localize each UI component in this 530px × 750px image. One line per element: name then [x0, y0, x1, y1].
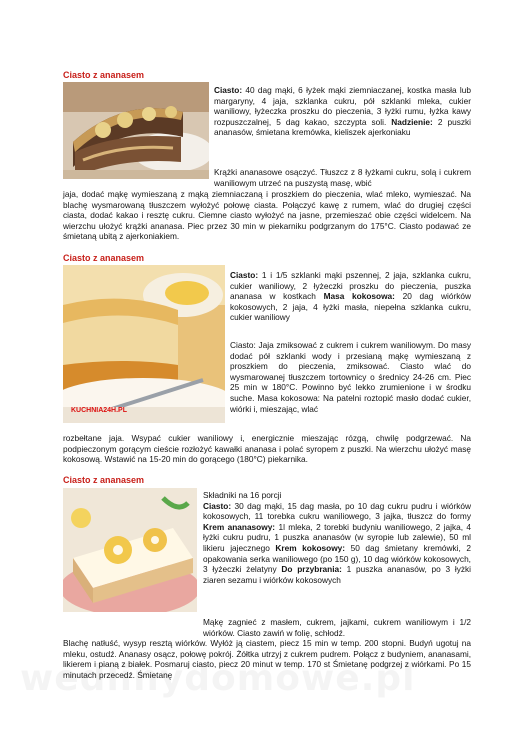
ing-label: Masa kokosowa:	[323, 291, 395, 302]
ing-text: 40 dag mąki, 6 łyżek mąki ziemniaczanej, kostka masła lub margaryny, 4 jaja, szklanka cukru, pół szklanki mleka, cukier waniliowy, łyżeczka proszku do pieczenia, 3 łyżki rumu, łyżka kawy rozpuszczalnej, 5 dag kakao, szczypta soli.	[214, 85, 471, 127]
recipe-1-title: Ciasto z ananasem	[63, 70, 145, 80]
recipe-3-title: Ciasto z ananasem	[63, 475, 145, 485]
method-text: jaja, dodać mąkę wymieszaną z mąką ziemniaczaną i proszkiem do pieczenia, wlać mleko, wymieszać. Na blachę wysmarowaną tłuszczem wyłożyć połowę ciasta. Połączyć kawę z rumem, wlać do drugiej części ciasta, dodać kakao i resztę cukru. Ciemne ciasto wyłożyć na jasne, przemieszać obie części widelcem. Na wierzchu ułożyć krążki ananasa. Piec przez 30 min w piekarniku podgrzanym do 175°C. Ciasto podawać ze śmietaną ubitą z ajerkoniakiem.	[63, 189, 471, 242]
recipe-2-title: Ciasto z ananasem	[63, 253, 145, 263]
method-text: Blachę natłuść, wysyp resztą wiórków. Wyłóż ją ciastem, piecz 15 min w temp. 200 stopni. Budyń ugotuj na mleku, ostudź. Ananasy osącz, połowę pokrój. Żółtka utrzyj z cukrem pudrem. Połącz z budyniem, ananasami, likierem i pianą z białek. Posmaruj ciasto, piecz 20 minut w temp. 170 st Śmietanę podgrzej z wiórkami. Po 15 minutach przecedź. Śmietanę	[63, 638, 471, 680]
method-text: rozbełtane jaja. Wsypać cukier waniliowy i, energicznie mieszając rózgą, chwilę podgrzewać. Na podpieczonym gorącym cieście rozłożyć kawałki ananasa i polać syropem z puszki. Na wierzchu ułożyć masę kokosową. Wstawić na 15-20 min do gorącego (180°C) piekarnika.	[63, 433, 471, 465]
ing-text: 1l mleka, 2 torebki budyniu waniliowego, 2 jajka, 4 łyżki cukru pudru, 1 puszka ananasów (w syropie lub zalewie), 50 ml likieru jajecznego	[203, 521, 471, 553]
recipe-3-method-start	[203, 617, 471, 638]
method-text: Mąkę zagnieć z masłem, cukrem, jajkami, cukrem waniliowym i 1/2 wiórków. Ciasto zawiń w folię, schłodź.	[203, 617, 471, 638]
ing-text: 1 puszka ananasów, po 3 łyżki ziaren sezamu i wiórków kokosowych	[203, 564, 472, 585]
ing-text: 1 i 1/5 szklanki mąki pszennej, 2 jaja, szklanka cukru, cukier waniliowy, 2 łyżeczki proszku do pieczenia, puszka ananasa w kostkach	[230, 270, 471, 302]
ing-label: Ciasto:	[230, 270, 259, 280]
photo-watermark: KUCHNIA24H.PL	[71, 407, 128, 414]
ing-label: Krem ananasowy:	[203, 521, 276, 532]
portions: Składniki na 16 porcji	[203, 490, 282, 500]
ing-text: 2 puszki ananasów, śmietana kremówka, kieliszek ajerkoniaku	[214, 116, 471, 138]
method-text: Krążki ananasowe osączyć. Tłuszcz z 8 łyżkami cukru, solą i cukrem waniliowym utrzeć na puszystą masę, wbić	[214, 167, 471, 188]
recipe-1-photo	[63, 82, 209, 179]
recipe-3-ingredients	[203, 490, 471, 585]
ing-label: Ciasto:	[203, 500, 232, 511]
recipe-1-method	[63, 189, 471, 242]
recipe-1-ingredients	[214, 85, 471, 138]
ing-label: Ciasto:	[214, 85, 243, 95]
ing-label: Krem kokosowy:	[275, 542, 346, 553]
ing-text: 30 dag mąki, 15 dag masła, po 10 dag cukru pudru i wiórków kokosowych, 11 torebka cukru waniliowego, 3 jajka, tłuszcz do formy	[203, 500, 471, 522]
recipe-3-photo	[63, 488, 197, 612]
recipe-2-ingredients	[230, 270, 471, 323]
ing-text: 50 dag śmietany kremówki, 2 opakowania serka waniliowego (po 150 g), 10 dag wiórków kokosowych, 3 łyżeczki żelatyny	[203, 542, 471, 575]
recipe-1-method-start	[214, 167, 471, 188]
page-watermark	[20, 658, 520, 699]
ing-label: Nadzienie:	[391, 116, 433, 127]
ing-text: 20 dag wiórków kokosowych, 2 jaja, 4 łyżki masła, niepełna szklanka cukru, cukier waniliowy	[230, 291, 471, 323]
recipe-2-photo	[63, 265, 225, 423]
method-text: Ciasto: Jaja zmiksować z cukrem i cukrem waniliowym. Do masy dodać pół szklanki wody i przesianą mąkę wymieszaną z proszkiem do pieczenia, zmiksować. Ciasto wlać do wysmarowanej tłuszczem tortownicy o średnicy 24-26 cm. Piec 25 min w 180°C. Powinno być lekko zrumienione i w środku suche. Masa kokosowa: Na patelni roztopić masło dodać cukier, wiórki i, mieszając, wlać	[230, 340, 471, 414]
recipe-2-method-start	[230, 340, 471, 414]
ing-label: Do przybrania:	[281, 564, 342, 575]
recipe-2-method	[63, 433, 471, 465]
